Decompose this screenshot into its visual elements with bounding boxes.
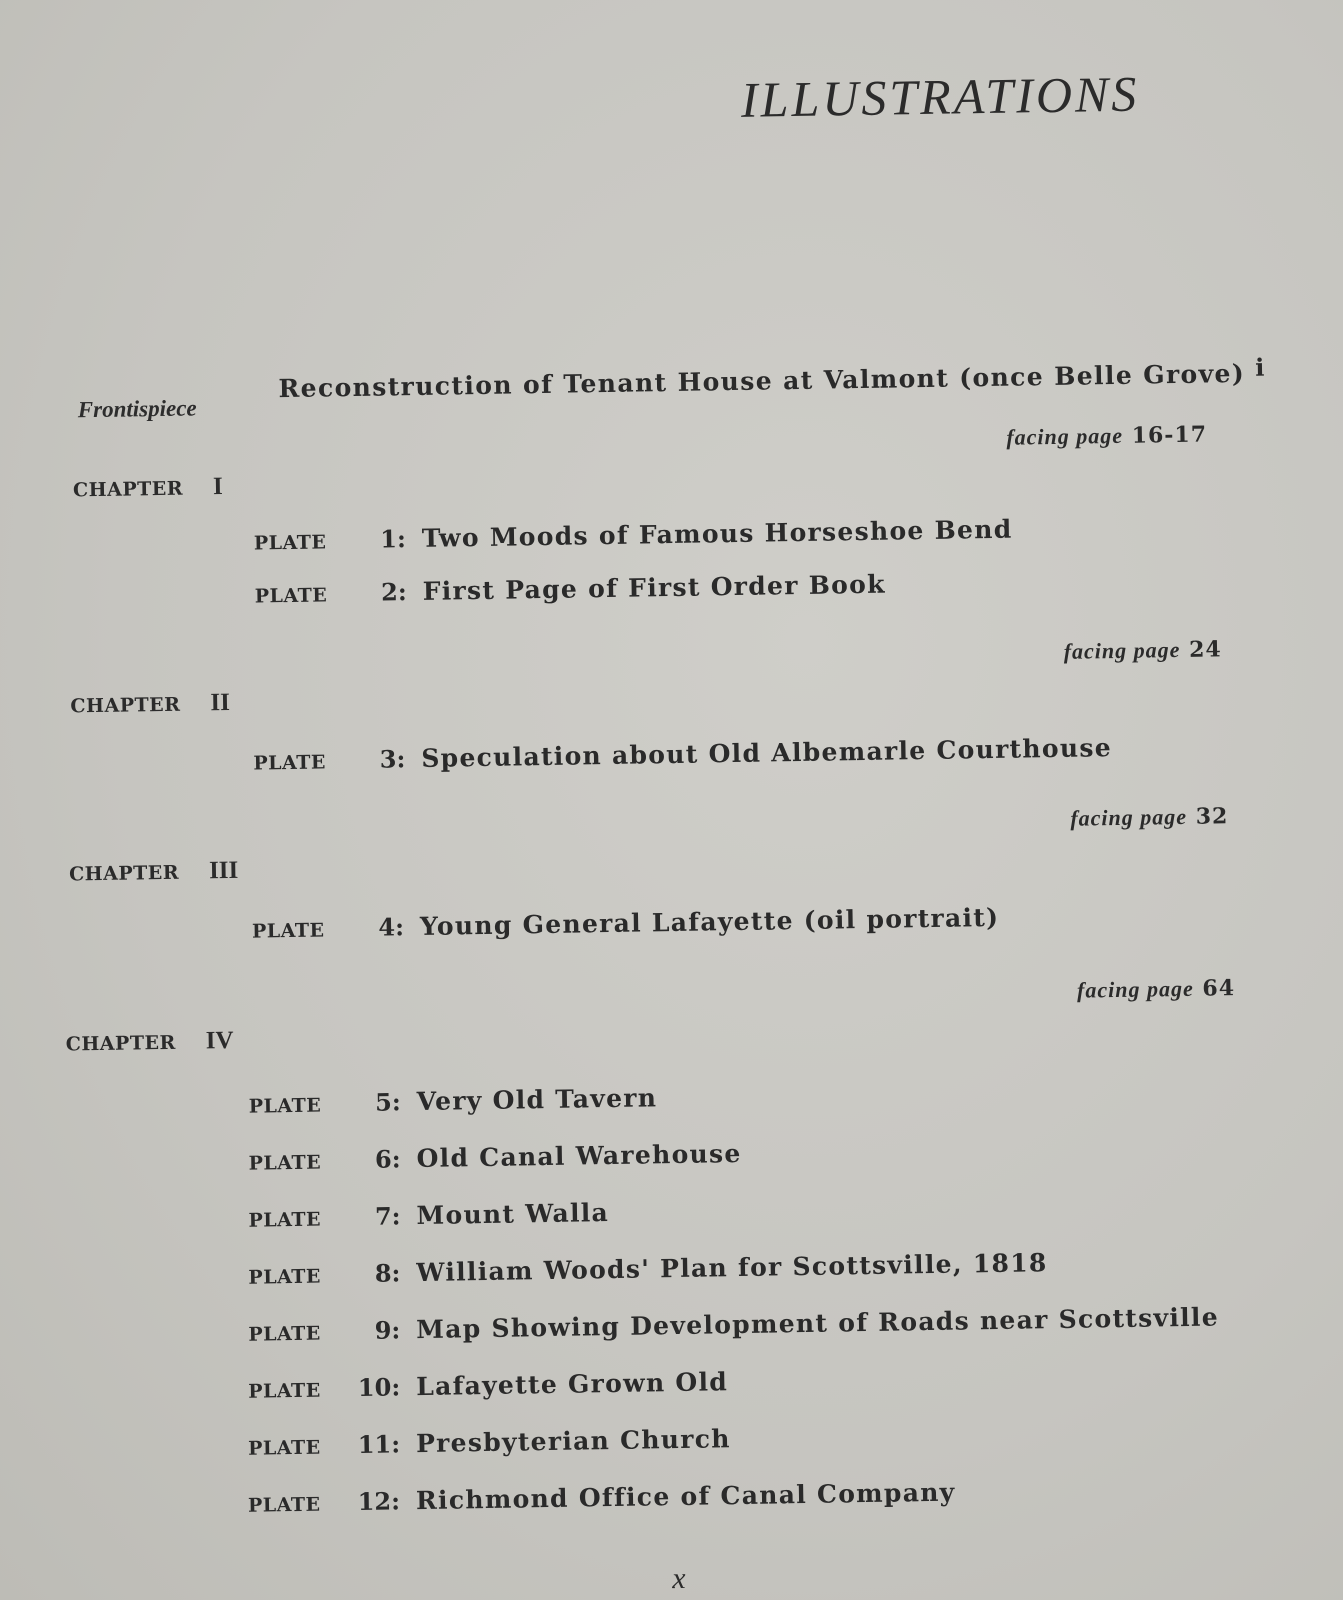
plate-entry-11: [248, 1424, 731, 1461]
chapter-heading-2: [70, 689, 230, 720]
plate-word: PLATE: [254, 584, 328, 608]
frontispiece-text: Reconstruction of Tenant House at Valmont (once Belle Grove): [278, 358, 1246, 404]
plate-entry-4: [252, 903, 1000, 944]
plate-title: Lafayette Grown Old: [415, 1367, 729, 1402]
plate-entry-2: [254, 570, 885, 609]
plate-entry-12: [248, 1478, 956, 1518]
plate-word: PLATE: [248, 1322, 321, 1346]
plate-word: PLATE: [248, 1379, 321, 1403]
plate-word: PLATE: [248, 1208, 322, 1232]
chapter-numeral: I: [212, 473, 223, 501]
plate-number: 6:: [374, 1144, 401, 1174]
chapter-heading-3: [69, 857, 239, 888]
plate-title: Presbyterian Church: [415, 1424, 731, 1459]
plate-number: 2:: [380, 577, 407, 607]
facing-page-ch4: [1077, 975, 1235, 1003]
facing-page-number: 32: [1195, 803, 1229, 830]
plate-word: PLATE: [248, 1094, 322, 1118]
facing-prefix: facing page: [1063, 636, 1181, 664]
plate-number: 5:: [374, 1087, 401, 1117]
chapter-numeral: III: [208, 856, 239, 885]
plate-entry-7: [248, 1198, 609, 1233]
chapter-word: CHAPTER: [70, 693, 181, 718]
facing-prefix: facing page: [1006, 422, 1124, 450]
chapter-word: CHAPTER: [68, 861, 180, 886]
plate-entry-8: [248, 1248, 1048, 1290]
facing-page-ch1: [1006, 422, 1207, 451]
plate-word: PLATE: [247, 1493, 321, 1517]
chapter-heading-1: [73, 473, 223, 503]
plate-number: 10:: [357, 1372, 401, 1402]
chapter-numeral: IV: [205, 1026, 234, 1055]
plate-entry-10: [248, 1367, 728, 1404]
chapter-word: CHAPTER: [72, 477, 184, 502]
facing-page-number: 64: [1202, 975, 1236, 1002]
plate-title: Very Old Tavern: [416, 1083, 658, 1117]
plate-number: 3:: [379, 744, 406, 774]
plate-word: PLATE: [248, 1265, 322, 1289]
plate-word: PLATE: [251, 919, 325, 943]
frontispiece-page: i: [1255, 352, 1265, 382]
plate-word: PLATE: [248, 1151, 322, 1175]
facing-page-number: 16-17: [1131, 421, 1208, 449]
facing-page-number: 24: [1188, 636, 1222, 663]
plate-number: 8:: [374, 1258, 401, 1288]
plate-title: Young General Lafayette (oil portrait): [419, 902, 1000, 941]
plate-word: PLATE: [253, 751, 327, 775]
plate-word: PLATE: [247, 1436, 321, 1460]
plate-title: William Woods' Plan for Scottsville, 1818: [416, 1248, 1048, 1288]
plate-title: Richmond Office of Canal Company: [415, 1477, 956, 1516]
plate-entry-3: [253, 733, 1112, 775]
plate-title: First Page of First Order Book: [422, 569, 886, 606]
chapter-word: CHAPTER: [65, 1031, 176, 1056]
plate-entry-6: [248, 1139, 741, 1176]
plate-number: 7:: [374, 1201, 401, 1231]
plate-number: 1:: [380, 524, 407, 554]
facing-prefix: facing page: [1070, 803, 1188, 831]
plate-number: 11:: [357, 1429, 401, 1460]
plate-title: Speculation about Old Albemarle Courthouse: [421, 733, 1113, 773]
plate-number: 9:: [374, 1315, 401, 1345]
chapter-numeral: II: [210, 688, 231, 717]
plate-number: 12:: [357, 1486, 401, 1517]
frontispiece-label: Frontispiece: [77, 395, 197, 423]
plate-number: 4:: [378, 912, 405, 942]
plate-title: Old Canal Warehouse: [416, 1138, 742, 1174]
facing-page-ch3: [1070, 803, 1228, 831]
facing-page-ch2: [1064, 636, 1222, 664]
plate-title: Map Showing Development of Roads near Scottsville: [416, 1302, 1220, 1345]
chapter-heading-4: [66, 1027, 234, 1058]
plate-title: Mount Walla: [416, 1198, 610, 1231]
plate-entry-9: [248, 1302, 1219, 1346]
plate-word: PLATE: [253, 531, 327, 555]
plate-title: Two Moods of Famous Horseshoe Bend: [421, 514, 1013, 553]
page-title: ILLUSTRATIONS: [740, 65, 1140, 128]
page-folio: x: [671, 1561, 686, 1596]
plate-entry-1: [254, 515, 1013, 556]
facing-prefix: facing page: [1076, 975, 1194, 1003]
plate-entry-5: [248, 1083, 657, 1118]
